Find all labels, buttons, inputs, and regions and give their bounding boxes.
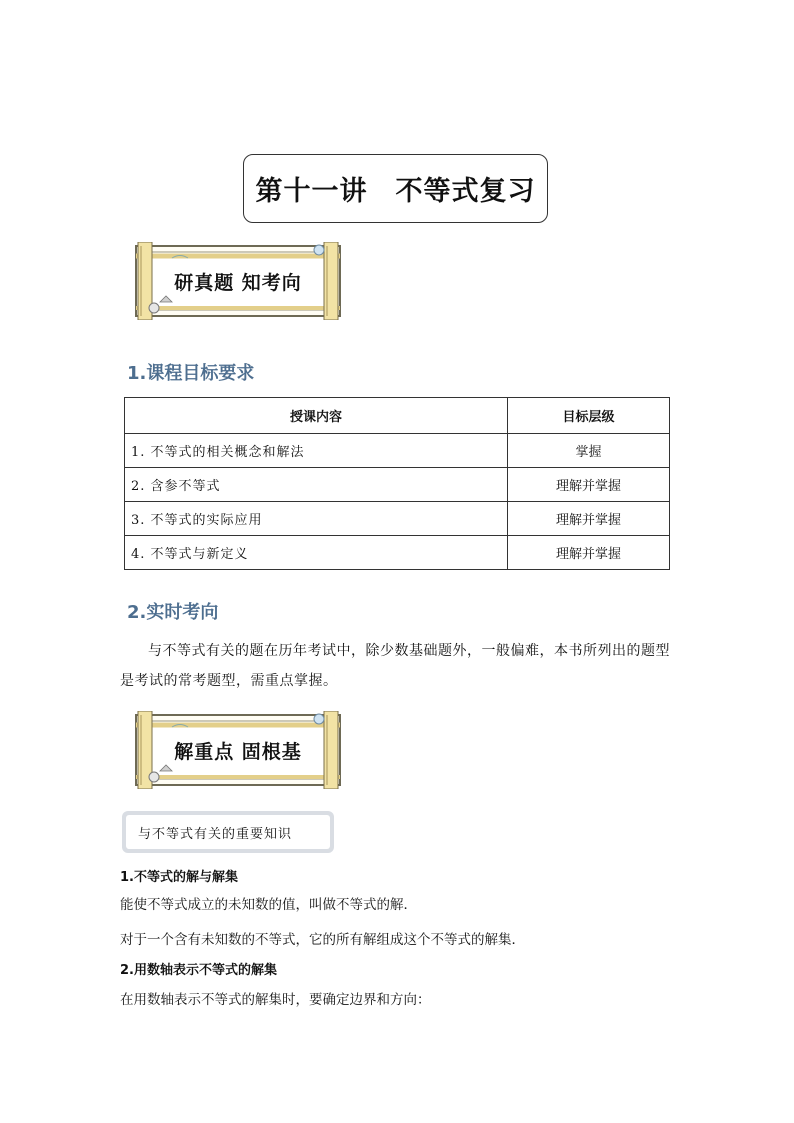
knowledge-line: 能使不等式成立的未知数的值，叫做不等式的解． [120, 897, 417, 913]
table-header: 授课内容 [125, 398, 508, 434]
knowledge-heading-2: 2.用数轴表示不等式的解集 [120, 963, 277, 978]
table-row [125, 536, 670, 570]
table-cell: 3. 不等式的实际应用 [125, 502, 508, 536]
knowledge-line: 对于一个含有未知数的不等式，它的所有解组成这个不等式的解集． [120, 932, 525, 948]
table-row [125, 502, 670, 536]
lesson-title-box [243, 154, 548, 223]
table-cell: 掌握 [508, 434, 670, 468]
table-row [125, 468, 670, 502]
section-heading-trends: 2.实时考向 [127, 602, 219, 623]
banner-text: 研真题 知考向 [174, 271, 302, 294]
knowledge-label: 与不等式有关的重要知识 [126, 815, 330, 849]
table-cell: 理解并掌握 [508, 502, 670, 536]
knowledge-label-box [122, 811, 334, 853]
table-header-row [125, 398, 670, 434]
table-cell: 理解并掌握 [508, 468, 670, 502]
goals-table [124, 397, 670, 570]
banner-text: 解重点 固根基 [174, 740, 302, 763]
knowledge-line: 在用数轴表示不等式的解集时，要确定边界和方向： [120, 992, 431, 1008]
table-row [125, 434, 670, 468]
table-header: 目标层级 [508, 398, 670, 434]
table-cell: 1. 不等式的相关概念和解法 [125, 434, 508, 468]
section-heading-goals: 1.课程目标要求 [127, 363, 255, 384]
lesson-title: 第十一讲 不等式复习 [255, 176, 536, 207]
trends-paragraph: 与不等式有关的题在历年考试中，除少数基础题外，一般偏难，本书所列出的题型是考试的常考题型，需重点掌握。 [120, 643, 670, 689]
table-cell: 4. 不等式与新定义 [125, 536, 508, 570]
banner-study-exam [132, 242, 344, 320]
table-cell: 理解并掌握 [508, 536, 670, 570]
knowledge-heading-1: 1.不等式的解与解集 [120, 870, 238, 885]
table-cell: 2. 含参不等式 [125, 468, 508, 502]
banner-key-points [132, 711, 344, 789]
